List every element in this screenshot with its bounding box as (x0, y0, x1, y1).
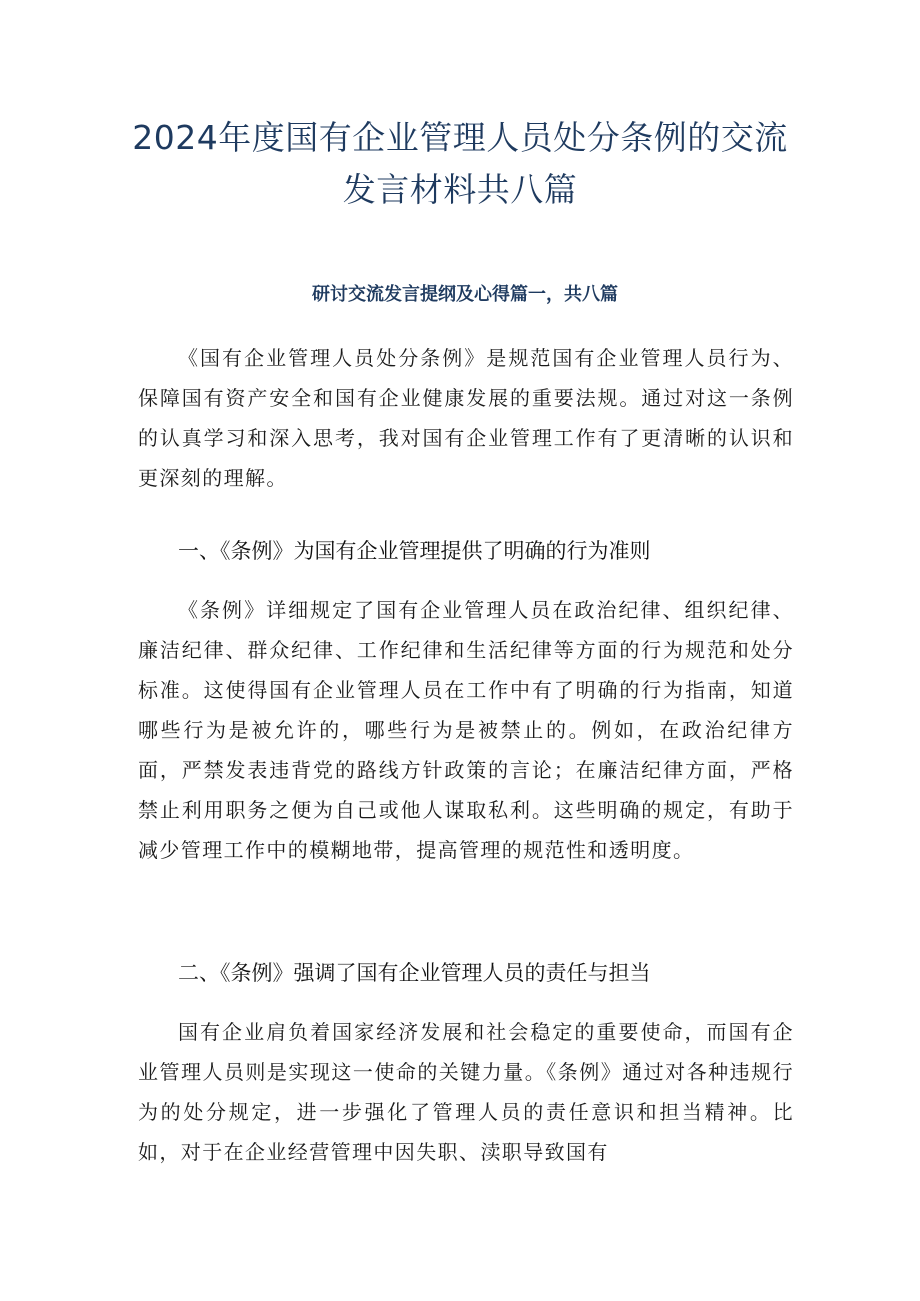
section-2-paragraph: 国有企业肩负着国家经济发展和社会稳定的重要使命，而国有企业管理人员则是实现这一使命的关键力量。《条例》通过对各种违规行为的处分规定，进一步强化了管理人员的责任意识和担当精神。比如，对于在企业经营管理中因失职、渎职导致国有 (138, 1020, 794, 1164)
document-subtitle: 研讨交流发言提纲及心得篇一，共八篇 (312, 284, 618, 305)
section-heading-1: 一、《条例》为国有企业管理提供了明确的行为准则 (178, 539, 651, 563)
intro-paragraph: 《国有企业管理人员处分条例》是规范国有企业管理人员行为、保障国有资产安全和国有企业健康发展的重要法规。通过对这一条例的认真学习和深入思考，我对国有企业管理工作有了更清晰的认识和更深刻的理解。 (138, 346, 794, 490)
section-heading-2: 二、《条例》强调了国有企业管理人员的责任与担当 (178, 961, 651, 985)
section-1-paragraph: 《条例》详细规定了国有企业管理人员在政治纪律、组织纪律、廉洁纪律、群众纪律、工作纪律和生活纪律等方面的行为规范和处分标准。这使得国有企业管理人员在工作中有了明确的行为指南，知道哪些行为是被允许的，哪些行为是被禁止的。例如，在政治纪律方面，严禁发表违背党的路线方针政策的言论；在廉洁纪律方面，严格禁止利用职务之便为自己或他人谋取私利。这些明确的规定，有助于减少管理工作中的模糊地带，提高管理的规范性和透明度。 (138, 598, 794, 862)
document-title: 2024年度国有企业管理人员处分条例的交流发言材料共八篇 (132, 118, 788, 209)
